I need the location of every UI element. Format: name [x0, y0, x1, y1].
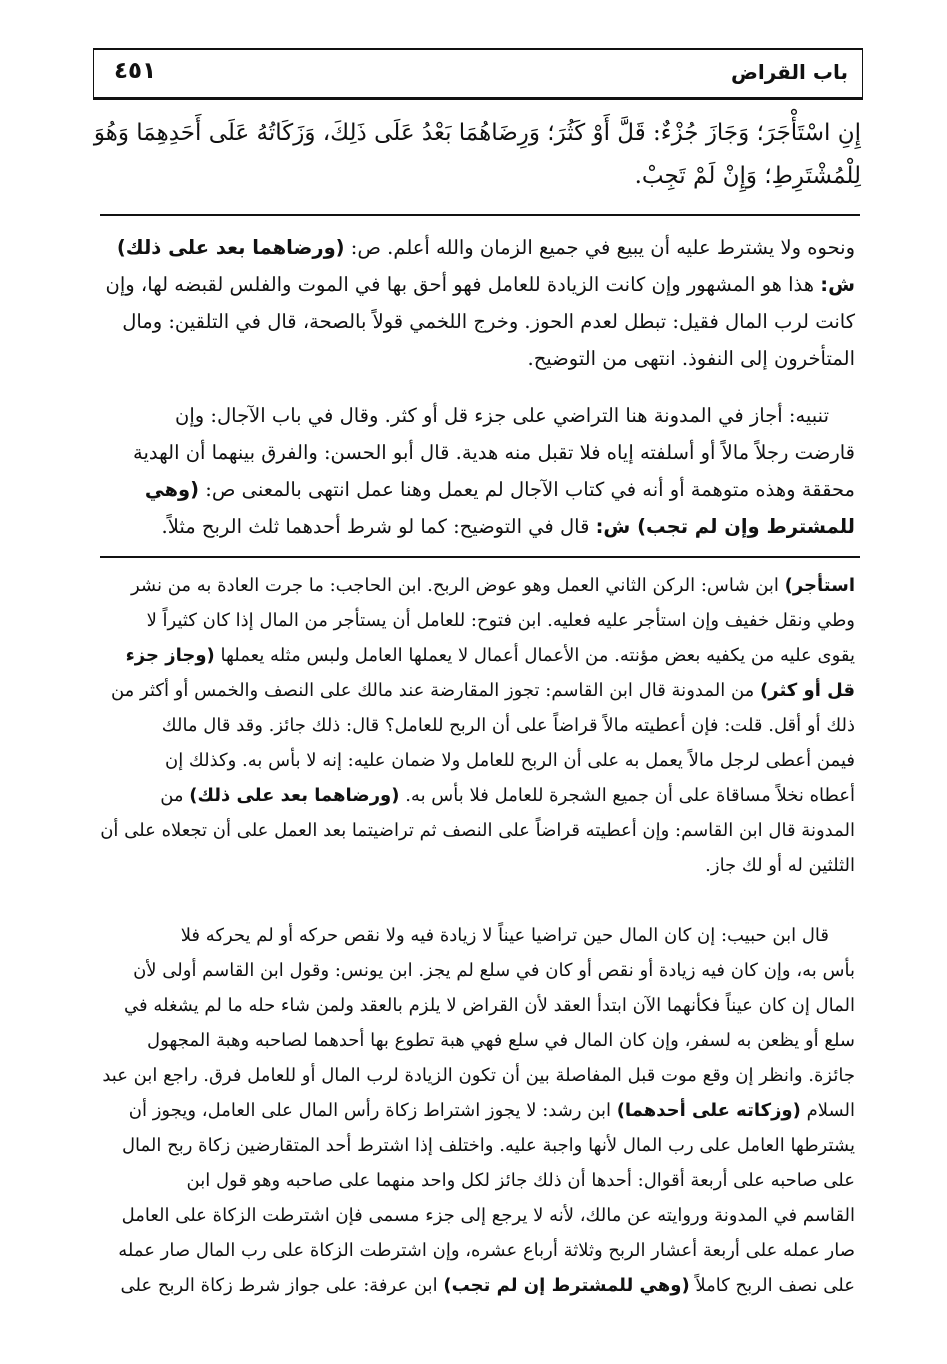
commentary-line: المتأخرون إلى النفوذ. انتهى من التوضيح. [527, 347, 855, 370]
commentary-line: بأس به، وإن كان فيه زيادة أو نقص أو كان في سلع لم يجز. ابن يونس: وقول ابن القاسم أولى لأن [133, 960, 855, 981]
commentary-line: على نصف الربح كاملاً (وهي للمشترط إن لم تجب) ابن عرفة: على جواز شرط زكاة الربح على [120, 1275, 855, 1296]
commentary-line: القاسم في المدونة وروايته عن مالك، لأنه لا يرجع إلى جزء مسمى فإن اشترطت الزكاة على العامل [121, 1205, 855, 1226]
chapter-title: باب القراض [730, 60, 848, 84]
commentary-line: ش: هذا هو المشهور وإن كانت الزيادة للعامل فهو أحق بها في الموت والفلس لقبضه لها، وإن [105, 273, 855, 296]
commentary-line: المال إن كان عيناً فكأنهما الآن ابتدأ العقد لأن القراض لا يلزم بالعقد ولمن شاء حله ما لم يشغله في [124, 995, 855, 1016]
commentary-line: ونحوه ولا يشترط عليه أن يبيع في جميع الزمان والله أعلم. ص: (ورضاهما بعد على ذلك) [116, 236, 855, 259]
commentary-line: محققة وهذه متوهمة أو أنه في كتاب الآجال لم يعمل وهنا عمل انتهى بالمعنى ص: (وهي [144, 478, 855, 501]
commentary-line: فيمن أعطى لرجل مالاً يعمل به على أن الربح للعامل ولا ضمان عليه: إنه لا بأس به. وكذلك إن [164, 750, 855, 771]
commentary-line: للمشترط وإن لم تجب) ش: قال في التوضيح: كما لو شرط أحدهما ثلث الربح مثلاً. [161, 515, 855, 538]
commentary-line: يشترطها العامل على رب المال لأنها واجبة عليه. واختلف إذا اشترط أحد المتقارضين زكاة ربح المال [121, 1135, 855, 1156]
commentary-line: ذلك أو أقل. قلت: فإن أعطيته مالاً قراضاً على أن الربح للعامل؟ قال: ذلك جائز. وقد قال مالك [161, 715, 855, 736]
commentary-line: المدونة قال ابن القاسم: وإن أعطيته قراضاً على النصف ثم تراضيتما بعد العمل على أن تجعلاه على أن [100, 820, 855, 841]
commentary-line: أعطاه نخلاً مساقاة على أن جميع الشجرة للعامل فلا بأس به. (ورضاهما بعد على ذلك) من [160, 785, 855, 806]
commentary-line: السلام (وزكاته على أحدهما) ابن رشد: لا يجوز اشتراط زكاة رأس المال على العامل، ويجوز أن [128, 1100, 855, 1121]
commentary-line: قل أو كثر) من المدونة قال ابن القاسم: تجوز المقارضة عند مالك على النصف والخمس أو أكثر من [110, 680, 855, 701]
commentary-line: وطي ونقل خفيف وإن استأجر عليه فعليه. ابن فتوح: للعامل أن يستأجر من المال إذا كان كثيراً لا [146, 610, 855, 631]
commentary-line: استأجر) ابن شاس: الركن الثاني العمل وهو عوض الربح. ابن الحاجب: ما جرت العادة به من نشر [131, 575, 855, 596]
commentary-line: قارضت رجلاً مالاً أو أسلفته إياه فلا تقبل منه هدية. قال أبو الحسن: والفرق بينهما أن الهدية [133, 441, 855, 464]
commentary-line: يقوى عليه من يكفيه بعض مؤنته. من الأعمال أعمال لا يعملها العامل ولبس مثله يعملها (وجاز جزء [125, 645, 855, 666]
commentary-line: صار عمله على أربعة أعشار الربح وثلاثة أرباع عشره، وإن اشترطت الزكاة على رب المال صار عمله [118, 1240, 855, 1261]
commentary-line: الثلثين له أو لك جاز. [705, 855, 855, 876]
page-number: ٤٥١ [114, 58, 157, 84]
commentary-line: تنبيه: أجاز في المدونة هنا التراضي على جزء قل أو كثر. وقال في باب الآجال: وإن [175, 404, 829, 427]
commentary-line: قال ابن حبيب: إن كان المال حين تراضيا عيناً لا زيادة فيه ولا نقص حركه أو لم يحركه فلا [180, 925, 829, 946]
page-header [93, 48, 863, 100]
commentary-line: كانت لرب المال فقيل: تبطل لعدم الحوز. وخرج اللخمي قولاً بالصحة، قال في التلقين: ومال [122, 310, 855, 333]
commentary-line: سلع أو يظعن به لسفر، وإن كان المال في سلع فهي هبة تطوع بها أحدهما لصاحبه وهبة المجهول [147, 1030, 855, 1051]
section-divider [100, 214, 860, 216]
matn-line: إِنِ اسْتَأْجَرَ؛ وَجَازَ جُزْءٌ: قَلَّ أَوْ كَثُرَ؛ وَرِضَاهُمَا بَعْدُ عَلَى ذَلِكَ، وَزَكَاتُهُ عَلَى أَحَدِهِمَا وَهُوَ [93, 120, 861, 146]
section-divider [100, 556, 860, 558]
commentary-line: على صاحبه على أربعة أقوال: أحدها أن ذلك جائز لكل واحد منهما على صاحبه وهو قول ابن [186, 1170, 855, 1191]
matn-line: لِلْمُشْتَرِطِ؛ وَإِنْ لَمْ تَجِبْ. [634, 163, 861, 189]
commentary-line: جائزة. وانظر إن وقع موت قبل المفاصلة بين أن تكون الزيادة لرب المال أو للعامل فرق. راجع ابن عبد [102, 1065, 855, 1086]
